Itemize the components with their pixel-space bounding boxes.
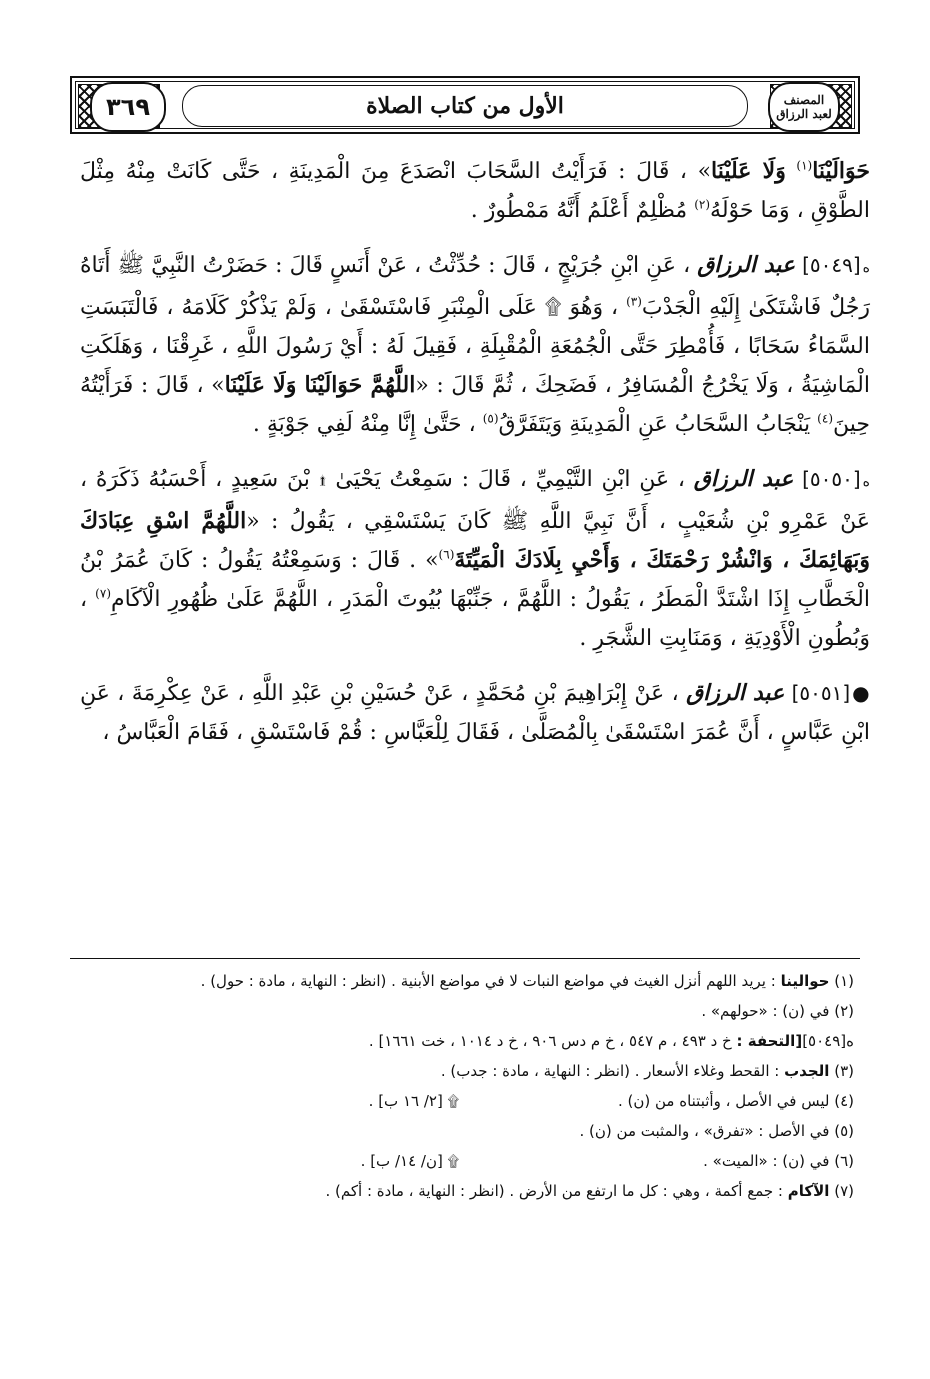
footnote-4: (٤) ليس في الأصل ، وأثبتناه من (ن) . <box>617 1092 854 1110</box>
footnote-ref-3: (٣) <box>626 294 642 309</box>
author-name: عبد الرزاق <box>686 680 785 706</box>
paragraph-text: » ، قَالَ : فَرَأَيْتُ السَّحَابَ انْصَدَعَ مِنَ الْمَدِينَةِ ، حَتَّى كَانَتْ مِنْهُ مِثْلَ الطَّوْقِ ، وَمَا حَوْلَهُ <box>80 159 870 223</box>
paragraph-text: ، حَتَّىٰ إِنَّا مِنْهُ لَفِي جَوْبَةٍ . <box>252 412 476 437</box>
quote-bold: اللَّهُمَّ حَوَالَيْنَا وَلَا عَلَيْنَا <box>224 372 416 398</box>
footnote-7: (٧) الآكام : جمع أكمة ، وهي : كل ما ارتفع من الأرض . (انظر : النهاية ، مادة : أكم) . <box>325 1182 854 1200</box>
quote-bold: حَوَالَيْنَا <box>812 158 870 184</box>
author-name: عبد الرزاق <box>693 466 794 492</box>
carry-over-paragraph <box>80 152 870 230</box>
footnote-ref-5: (٥) <box>482 411 499 426</box>
hadith-marker-icon: ه <box>862 474 870 490</box>
quote-bold: اللَّهُمَّ اسْقِ عِبَادَكَ وَبَهَائِمَكَ ، وَانْشُرْ رَحْمَتَكَ ، وَأَحْيِ بِلَادَكَ الْمَيِّتَةَ <box>80 508 870 573</box>
hadith-number: [٥٠٥١] <box>791 681 851 705</box>
paragraph-text: » . قَالَ : وَسَمِعْتُهُ يَقُولُ : كَانَ عُمَرُ بْنُ الْخَطَّابِ إِذَا اشْتَدَّ الْمَطَرُ ، يَقُولُ : اللَّهُمَّ ، جَنِّبْهَا بُيُوتَ الْمَدَرِ ، اللَّهُمَّ عَلَىٰ ظُهُورِ الْآكَامِ <box>80 548 870 612</box>
hadith-marker-icon: ه <box>862 260 871 276</box>
paragraph-text: » ، قَالَ : فَرَأَيْتُهُ حِينَ <box>80 373 870 437</box>
main-text <box>80 152 870 768</box>
compiler-seal-line1: المصنف <box>783 93 825 107</box>
page-number-cartouche <box>90 82 166 132</box>
compiler-seal-line2: لعبد الرزاق <box>776 107 832 121</box>
footnote-row <box>70 1146 860 1176</box>
paragraph-text: يَنْجَابُ السَّحَابُ عَنِ الْمَدِينَةِ وَيَتَفَرَّقُ <box>498 412 811 437</box>
footnote-ref-1: (١) <box>796 158 813 173</box>
footnote-2: (٢) في (ن) : «حولهم» . <box>701 1002 854 1020</box>
footnote-term: [التحفة : <box>736 1032 803 1050</box>
footnote-term: الجدب <box>784 1062 830 1080</box>
author-name: عبد الرزاق <box>697 252 796 278</box>
footnote-takhrij-5049: ه[٥٠٤٩][التحفة : خ د ٤٩٣ ، م ٥٤٧ ، خ م دس ٩٠٦ ، خ د ١٠١٤ ، خت ١٦٦١] . <box>368 1032 854 1050</box>
footnotes <box>70 966 860 1206</box>
folio-note-1: ۩ [٢/ ١٦ ب] . <box>368 1092 459 1110</box>
paragraph-text: ، وَبُطُونِ الْأَوْدِيَةِ ، وَمَنَابِتِ الشَّجَرِ . <box>80 587 870 651</box>
footnote-1: (١) حوالينا : يريد اللهم أنزل الغيث في مواضع النبات لا في مواضع الأبنية . (انظر : النهاية ، مادة : حول) . <box>200 972 854 990</box>
quote-bold: وَلَا عَلَيْنَا <box>711 158 786 184</box>
hadith-5050 <box>80 460 870 658</box>
footnote-term: الآكام <box>787 1182 830 1200</box>
hadith-marker-filled-icon: ● <box>852 681 871 705</box>
footnote-ref-7: (٧) <box>95 586 111 601</box>
hadith-number: [٥٠٥٠] <box>802 467 861 491</box>
compiler-seal <box>768 82 840 132</box>
footnote-separator <box>70 958 860 959</box>
hadith-5049 <box>80 246 870 444</box>
footnote-ref-2: (٢) <box>694 197 711 212</box>
paragraph-text: ، وَهُوَ ۩ عَلَى الْمِنْبَرِ فَاسْتَسْقَىٰ ، وَلَمْ يَذْكُرْ كَلَامَهُ ، فَالْتَبَسَتِ السَّمَاءُ سَحَابًا ، فَأُمْطِرَ حَتَّى الْجُمُعَةِ الْمُقْبِلَةِ ، فَقِيلَ لَهُ : أَيْ رَسُولَ اللَّهِ ، غَرِقْنَا ، وَهَلَكَتِ الْمَاشِيَةُ ، وَلَا يَخْرُجُ الْمُسَافِرُ ، فَضَحِكَ ، ثُمَّ قَالَ : « <box>80 295 870 398</box>
paragraph-text: ، عَنْ إِبْرَاهِيمَ بْنِ مُحَمَّدٍ ، عَنْ حُسَيْنِ بْنِ عَبْدِ اللَّهِ ، عَنْ عِكْرِمَةَ ، عَنِ ابْنِ عَبَّاسٍ ، أَنَّ عُمَرَ اسْتَسْقَىٰ بِالْمُصَلَّىٰ ، فَقَالَ لِلْعَبَّاسِ : قُمْ فَاسْتَسْقِ ، فَقَامَ الْعَبَّاسُ ، <box>80 681 870 745</box>
footnote-ref-6: (٦) <box>438 547 455 562</box>
footnote-6: (٦) في (ن) : «الميت» . <box>703 1152 854 1170</box>
hadith-5051 <box>80 674 870 752</box>
footnote-ref-4: (٤) <box>817 411 833 426</box>
footnote-row <box>70 1086 860 1116</box>
paragraph-text: ، عَنِ ابْنِ التَّيْمِيِّ ، قَالَ : سَمِعْتُ يَحْيَىٰ ۩ بْنَ سَعِيدٍ ، أَحْسَبُهُ ذَكَرَهُ ، عَنْ عَمْرِو بْنِ شُعَيْبٍ ، أَنَّ نَبِيَّ اللَّهِ ﷺ كَانَ يَسْتَسْقِي ، يَقُولُ : « <box>80 467 870 534</box>
hadith-number: [٥٠٤٩] <box>802 253 861 277</box>
folio-note-2: ۩ [ن/ ١٤/ ب] . <box>360 1152 459 1170</box>
running-title-box <box>182 85 748 127</box>
running-title: الأول من كتاب الصلاة <box>366 93 564 119</box>
page-number: ٣٦٩ <box>106 93 150 121</box>
footnote-term: حوالينا <box>780 972 830 990</box>
page-header <box>70 76 860 134</box>
footnote-5: (٥) في الأصل : «تفرق» ، والمثبت من (ن) . <box>579 1122 854 1140</box>
paragraph-text: مُظْلِمٌ أَعْلَمُ أَنَّهُ مَمْطُورٌ . <box>470 198 688 223</box>
footnote-3: (٣) الجدب : القحط وغلاء الأسعار . (انظر : النهاية ، مادة : جدب) . <box>440 1062 854 1080</box>
paragraph-text: ، عَنِ ابْنِ جُرَيْجٍ ، قَالَ : حُدِّثْتُ ، عَنْ أَنَسٍ قَالَ : حَضَرْتُ النَّبِيَّ ﷺ أَتَاهُ رَجُلٌ فَاشْتَكَىٰ إِلَيْهِ الْجَدْبَ <box>80 253 870 320</box>
